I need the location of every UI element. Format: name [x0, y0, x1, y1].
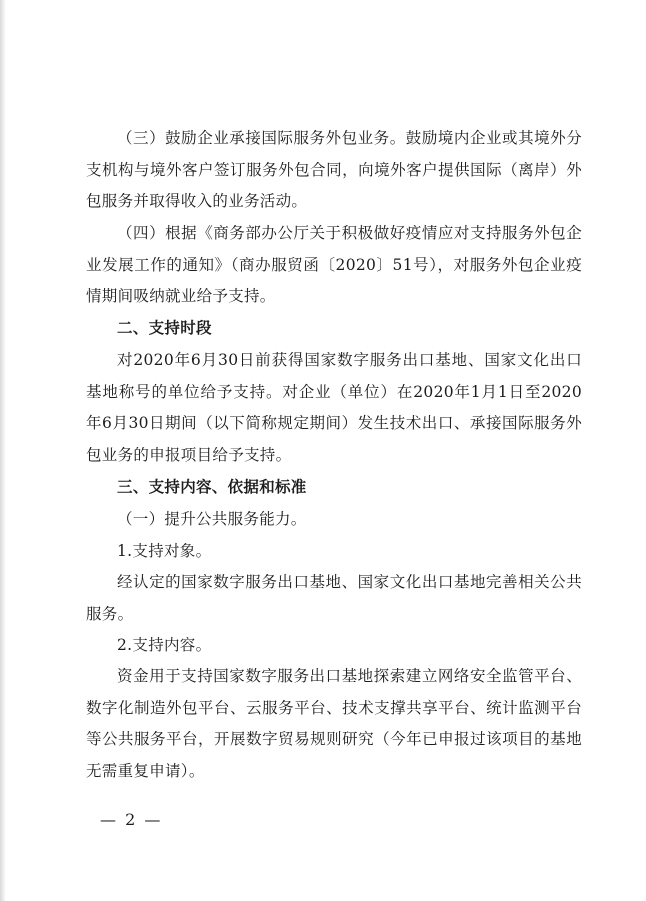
subsection-public-service: （一）提升公共服务能力。 — [117, 510, 307, 528]
paragraph-support-content: 资金用于支持国家数字服务出口基地探索建立网络安全监管平台、数字化制造外包平台、云服务平台、技术支撑共享平台、统计监测平台等公共服务平台，开展数字贸易规则研究（今年已申报过该项目的基地无需重复申请）。 — [86, 667, 582, 780]
scan-edge-shadow — [0, 0, 6, 901]
paragraph-three-encourage-outsourcing: （三）鼓励企业承接国际服务外包业务。鼓励境内企业或其境外分支机构与境外客户签订服务外包合同，向境外客户提供国际（离岸）外包服务并取得收入的业务活动。 — [86, 129, 582, 210]
item-support-target-title: 1.支持对象。 — [117, 542, 212, 560]
page-number: — 2 — — [100, 810, 163, 829]
section-heading-support-period: 二、支持时段 — [117, 319, 212, 337]
paragraph-support-period: 对2020年6月30日前获得国家数字服务出口基地、国家文化出口基地称号的单位给予支持。对企业（单位）在2020年1月1日至2020年6月30日期间（以下简称规定期间）发生技术出口、承接国际服务外包业务的申报项目给予支持。 — [86, 351, 582, 464]
paragraph-four-employment-support: （四）根据《商务部办公厅关于积极做好疫情应对支持服务外包企业发展工作的通知》（商办服贸函〔2020〕51号），对服务外包企业疫情期间吸纳就业给予支持。 — [86, 224, 582, 305]
item-support-content-title: 2.支持内容。 — [117, 636, 212, 654]
section-heading-support-content: 三、支持内容、依据和标准 — [117, 478, 307, 496]
paragraph-support-target: 经认定的国家数字服务出口基地、国家文化出口基地完善相关公共服务。 — [86, 573, 582, 623]
